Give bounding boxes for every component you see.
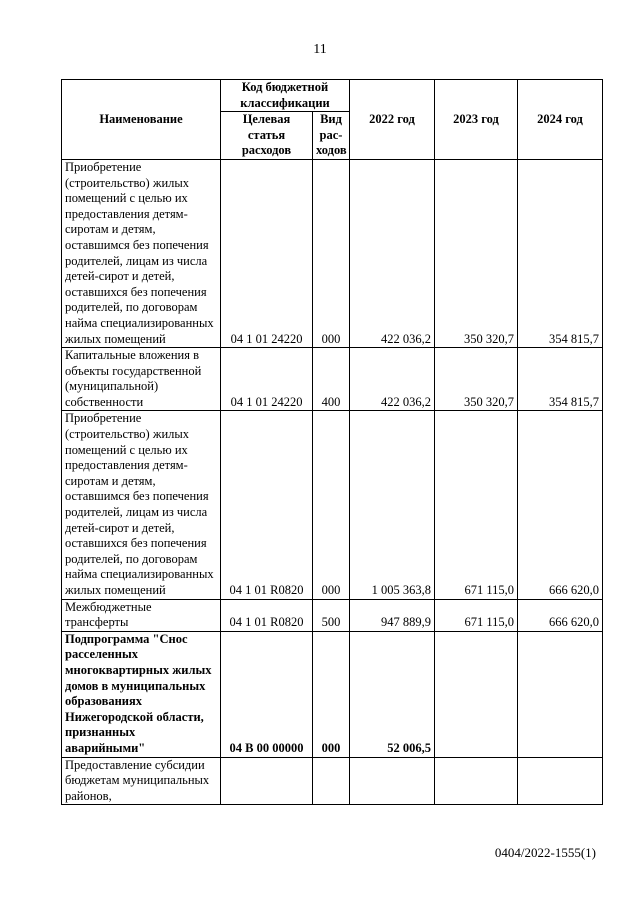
- header-row-1: [62, 80, 603, 112]
- header-2024: 2024 год: [518, 80, 603, 160]
- header-kbk: Код бюджетной классификации: [221, 80, 350, 112]
- table-row: [62, 411, 603, 599]
- row-2022: 52 006,5: [350, 631, 435, 757]
- row-name: Предоставление субсидии бюджетам муниципальных районов,: [62, 757, 221, 805]
- row-target-code: 04 1 01 24220: [221, 348, 313, 411]
- row-2023: 671 115,0: [435, 411, 518, 599]
- row-2024: 354 815,7: [518, 159, 603, 347]
- row-2023: 671 115,0: [435, 599, 518, 631]
- row-2024: [518, 631, 603, 757]
- header-type: Вид рас-ходов: [313, 112, 350, 160]
- row-name: Приобретение (строительство) жилых помещений с целью их предоставления детям-сиротам и детям, оставшимся без попечения родителей, лицам из числа детей-сирот и детей, оставшихся без попечения родителей, по договорам найма специализированных жилых помещений: [62, 411, 221, 599]
- document-code: 0404/2022-1555(1): [494, 845, 596, 860]
- row-2022: [350, 757, 435, 805]
- row-2022: 422 036,2: [350, 159, 435, 347]
- row-type-code: 000: [313, 159, 350, 347]
- row-type-code: 500: [313, 599, 350, 631]
- row-target-code: 04 В 00 00000: [221, 631, 313, 757]
- row-2024: 666 620,0: [518, 411, 603, 599]
- row-2022: 422 036,2: [350, 348, 435, 411]
- row-target-code: 04 1 01 24220: [221, 159, 313, 347]
- table-row: [62, 159, 603, 347]
- page-number: 11: [313, 42, 327, 57]
- row-name: Капитальные вложения в объекты государственной (муниципальной) собственности: [62, 348, 221, 411]
- row-name: Подпрограмма "Снос расселенных многоквартирных жилых домов в муниципальных образованиях Нижегородской области, признанных аварийными": [62, 631, 221, 757]
- header-2022: 2022 год: [350, 80, 435, 160]
- table-row: [62, 348, 603, 411]
- table-row: [62, 599, 603, 631]
- row-2023: 350 320,7: [435, 159, 518, 347]
- row-target-code: [221, 757, 313, 805]
- row-2022: 1 005 363,8: [350, 411, 435, 599]
- row-2023: [435, 757, 518, 805]
- table-row: [62, 757, 603, 805]
- row-2024: 666 620,0: [518, 599, 603, 631]
- header-target: Целевая статья расходов: [221, 112, 313, 160]
- row-2024: 354 815,7: [518, 348, 603, 411]
- row-2024: [518, 757, 603, 805]
- row-2022: 947 889,9: [350, 599, 435, 631]
- row-name: Межбюджетные трансферты: [62, 599, 221, 631]
- row-type-code: 400: [313, 348, 350, 411]
- budget-table: [61, 79, 603, 805]
- row-type-code: 000: [313, 411, 350, 599]
- table-row-subprogram: [62, 631, 603, 757]
- header-2023: 2023 год: [435, 80, 518, 160]
- row-2023: [435, 631, 518, 757]
- row-target-code: 04 1 01 R0820: [221, 599, 313, 631]
- row-name: Приобретение (строительство) жилых помещений с целью их предоставления детям-сиротам и детям, оставшимся без попечения родителей, лицам из числа детей-сирот и детей, оставшихся без попечения родителей, по договорам найма специализированных жилых помещений: [62, 159, 221, 347]
- header-name: Наименование: [62, 80, 221, 160]
- row-target-code: 04 1 01 R0820: [221, 411, 313, 599]
- row-2023: 350 320,7: [435, 348, 518, 411]
- row-type-code: 000: [313, 631, 350, 757]
- row-type-code: [313, 757, 350, 805]
